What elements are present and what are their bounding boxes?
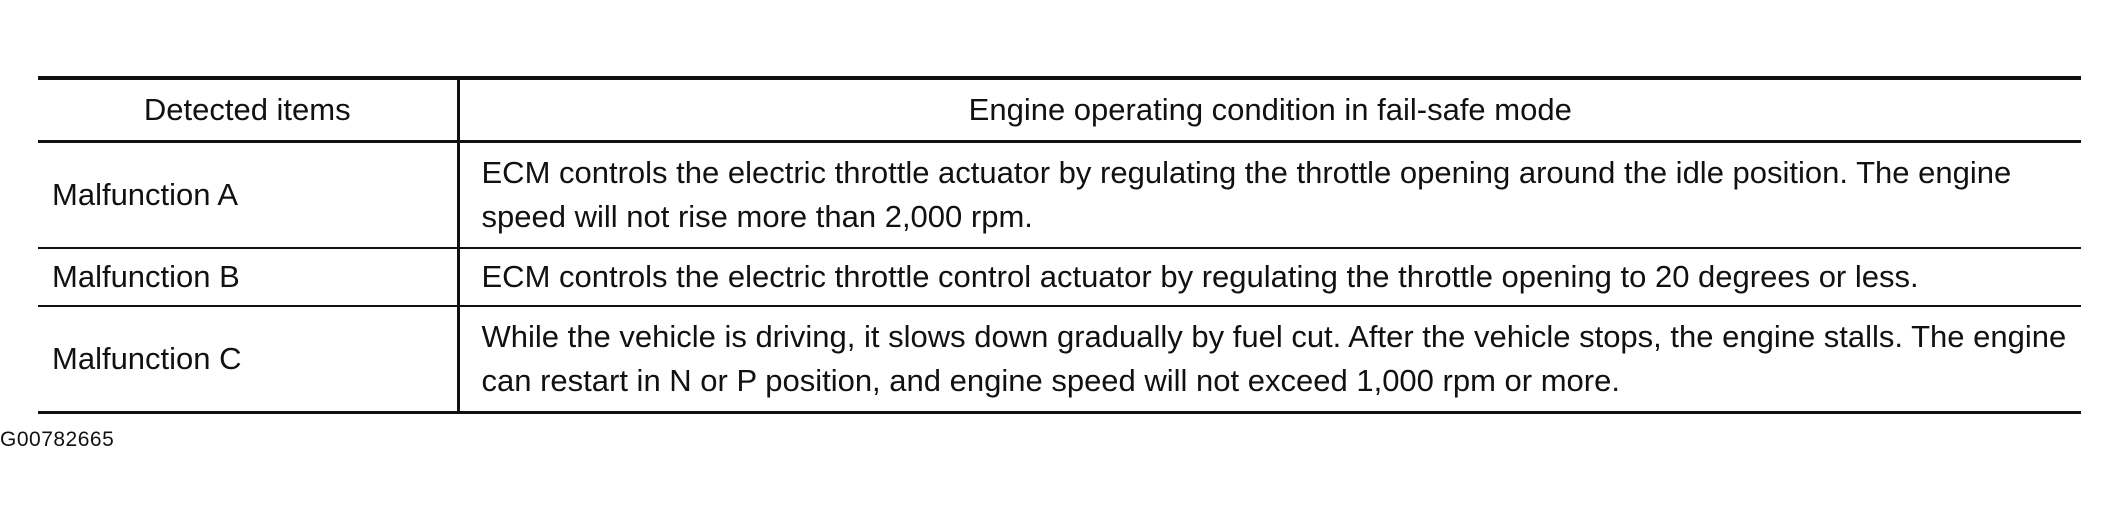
table-row — [38, 142, 2081, 249]
table-row — [38, 248, 2081, 306]
header-row — [38, 78, 2081, 142]
condition-cell: While the vehicle is driving, it slows down gradually by fuel cut. After the vehicle stops, the engine stalls. The engine can restart in N or P position, and engine speed will not exceed 1,000 rpm or more. — [458, 306, 2081, 413]
table-header — [38, 78, 2081, 142]
figure-code: G00782665 — [0, 428, 115, 451]
detected-item-cell: Malfunction C — [38, 306, 458, 413]
fail-safe-table — [38, 76, 2081, 414]
detected-item-cell: Malfunction B — [38, 248, 458, 306]
table-body — [38, 142, 2081, 413]
condition-cell: ECM controls the electric throttle control actuator by regulating the throttle opening to 20 degrees or less. — [458, 248, 2081, 306]
table-row — [38, 306, 2081, 413]
header-detected-items: Detected items — [38, 78, 458, 142]
header-engine-condition: Engine operating condition in fail-safe mode — [458, 78, 2081, 142]
detected-item-cell: Malfunction A — [38, 142, 458, 249]
condition-cell: ECM controls the electric throttle actuator by regulating the throttle opening around the idle position. The engine speed will not rise more than 2,000 rpm. — [458, 142, 2081, 249]
